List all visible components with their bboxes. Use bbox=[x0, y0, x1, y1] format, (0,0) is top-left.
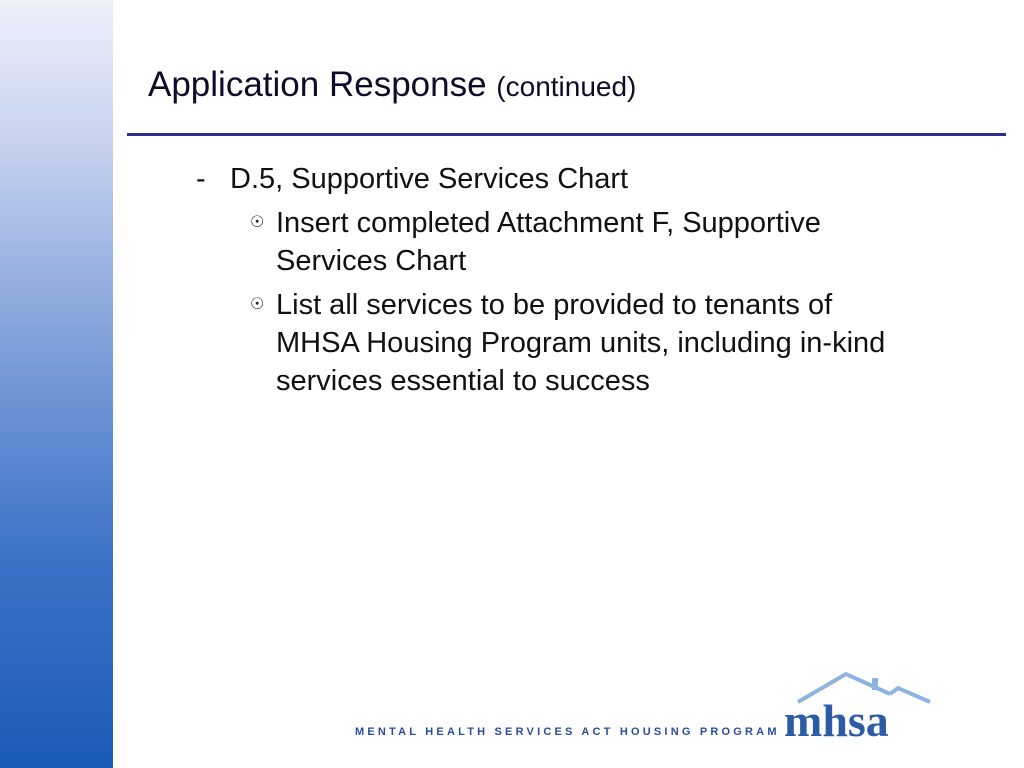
slide-body bbox=[196, 160, 956, 400]
circle-dot-bullet-icon: ☉ bbox=[250, 296, 265, 313]
sub-list-item bbox=[250, 286, 910, 400]
slide-title bbox=[148, 66, 636, 105]
footer-program-name: MENTAL HEALTH SERVICES ACT HOUSING PROGRAM bbox=[355, 726, 780, 738]
circle-dot-bullet-icon: ☉ bbox=[250, 214, 265, 231]
dash-bullet-icon: - bbox=[196, 163, 206, 195]
side-gradient-band bbox=[0, 0, 113, 768]
sub-list-item-text: List all services to be provided to tenants of MHSA Housing Program units, including in-kind services essential to success bbox=[276, 289, 886, 397]
sub-list-item bbox=[250, 204, 910, 280]
sub-list-item-text: Insert completed Attachment F, Supportive Services Chart bbox=[276, 207, 821, 277]
title-divider bbox=[127, 133, 1006, 136]
logo-wordmark: mhsa bbox=[784, 695, 889, 744]
slide-title-suffix: (continued) bbox=[496, 71, 637, 102]
list-item-label: D.5, Supportive Services Chart bbox=[230, 163, 629, 195]
list-item bbox=[196, 160, 956, 198]
mhsa-logo bbox=[778, 664, 938, 744]
slide-title-main: Application Response bbox=[148, 65, 487, 104]
